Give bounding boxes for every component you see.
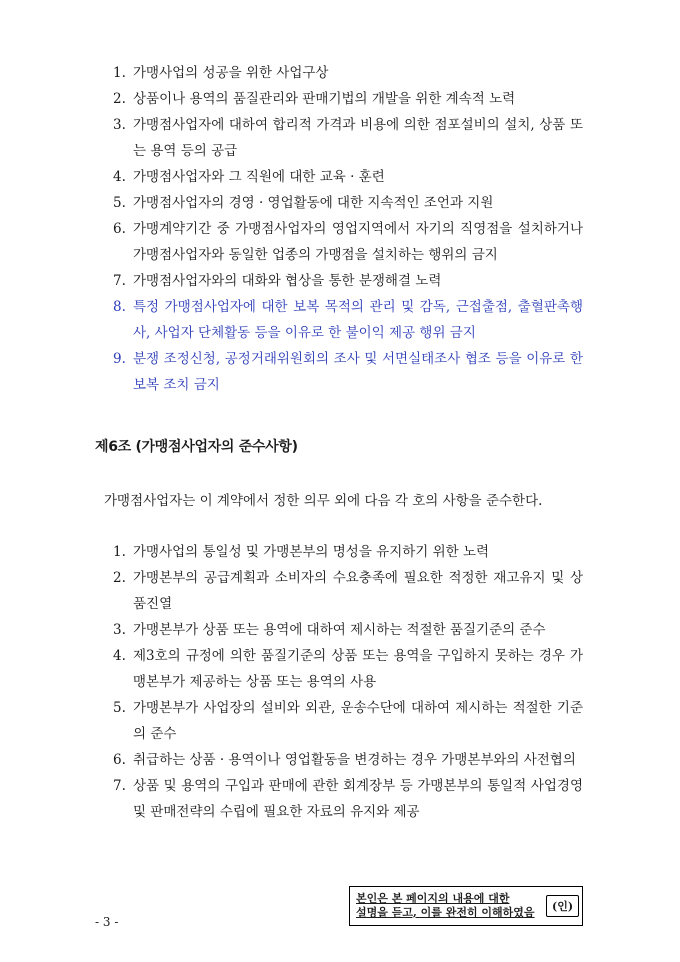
item-number: 7. <box>113 778 126 794</box>
item-number: 2. <box>113 91 126 107</box>
item-text: 특정 가맹점사업자에 대한 보복 목적의 관리 및 감독, 근접출점, 출혈판촉행사, 사업자 단체활동 등을 이유로 한 불이익 제공 행위 금지 <box>133 299 583 341</box>
list-item <box>113 268 583 294</box>
list-item-highlighted <box>113 294 583 346</box>
confirmation-box <box>349 886 583 926</box>
list-item <box>113 164 583 190</box>
list-item <box>113 695 583 747</box>
item-number: 6. <box>113 752 126 768</box>
item-text: 상품 및 용역의 구입과 판매에 관한 회계장부 등 가맹본부의 통일적 사업경영 및 판매전략의 수립에 필요한 자료의 유지와 제공 <box>133 778 583 820</box>
item-number: 1. <box>113 544 126 560</box>
list-item <box>113 86 583 112</box>
item-text: 제3호의 규정에 의한 품질기준의 상품 또는 용역을 구입하지 못하는 경우 가맹본부가 제공하는 상품 또는 용역의 사용 <box>133 648 583 690</box>
list-item <box>113 643 583 695</box>
seal-mark: (인) <box>546 895 579 917</box>
item-number: 4. <box>113 648 126 664</box>
item-number: 6. <box>113 221 126 237</box>
item-number: 3. <box>113 117 126 133</box>
list-item <box>113 539 583 565</box>
page-number: - 3 - <box>95 915 119 929</box>
item-number: 5. <box>113 700 126 716</box>
item-text: 가맹점사업자의 경영 · 영업활동에 대한 지속적인 조언과 지원 <box>133 195 494 211</box>
item-number: 3. <box>113 622 126 638</box>
article-heading: 제6조 (가맹점사업자의 준수사항) <box>95 439 298 455</box>
list-item <box>113 216 583 268</box>
item-text: 가맹본부의 공급계획과 소비자의 수요충족에 필요한 적정한 재고유지 및 상품진열 <box>133 570 583 612</box>
confirmation-line: 설명을 듣고, 이를 완전히 이해하였음 <box>356 906 535 919</box>
list-item <box>113 747 583 773</box>
obligations-list-continued <box>113 60 583 398</box>
franchisee-obligations-list <box>113 539 583 825</box>
item-number: 8. <box>113 299 126 315</box>
confirmation-line: 본인은 본 페이지의 내용에 대한 <box>356 892 510 905</box>
item-number: 4. <box>113 169 126 185</box>
item-text: 가맹계약기간 중 가맹점사업자의 영업지역에서 자기의 직영점을 설치하거나 가맹점사업자와 동일한 업종의 가맹점을 설치하는 행위의 금지 <box>133 221 583 263</box>
item-number: 2. <box>113 570 126 586</box>
list-item <box>113 112 583 164</box>
item-number: 7. <box>113 273 126 289</box>
item-text: 가맹사업의 통일성 및 가맹본부의 명성을 유지하기 위한 노력 <box>133 544 490 560</box>
list-item <box>113 190 583 216</box>
list-item <box>113 565 583 617</box>
list-item <box>113 617 583 643</box>
item-text: 가맹점사업자와 그 직원에 대한 교육 · 훈련 <box>133 169 385 185</box>
item-text: 가맹점사업자에 대하여 합리적 가격과 비용에 의한 점포설비의 설치, 상품 또는 용역 등의 공급 <box>133 117 583 159</box>
list-item <box>113 773 583 825</box>
item-number: 1. <box>113 65 126 81</box>
item-text: 가맹점사업자와의 대화와 협상을 통한 분쟁해결 노력 <box>133 273 442 289</box>
item-text: 분쟁 조정신청, 공정거래위원회의 조사 및 서면실태조사 협조 등을 이유로 한 보복 조치 금지 <box>133 351 583 393</box>
item-number: 9. <box>113 351 126 367</box>
item-text: 가맹본부가 상품 또는 용역에 대하여 제시하는 적절한 품질기준의 준수 <box>133 622 546 638</box>
list-item <box>113 60 583 86</box>
item-text: 상품이나 용역의 품질관리와 판매기법의 개발을 위한 계속적 노력 <box>133 91 516 107</box>
item-text: 취급하는 상품 · 용역이나 영업활동을 변경하는 경우 가맹본부와의 사전협의 <box>133 752 576 768</box>
item-number: 5. <box>113 195 126 211</box>
article-intro: 가맹점사업자는 이 계약에서 정한 의무 외에 다음 각 호의 사항을 준수한다. <box>104 493 543 509</box>
item-text: 가맹본부가 사업장의 설비와 외관, 운송수단에 대하여 제시하는 적절한 기준의 준수 <box>133 700 583 742</box>
list-item-highlighted <box>113 346 583 398</box>
item-text: 가맹사업의 성공을 위한 사업구상 <box>133 65 329 81</box>
confirmation-statement <box>350 892 542 920</box>
